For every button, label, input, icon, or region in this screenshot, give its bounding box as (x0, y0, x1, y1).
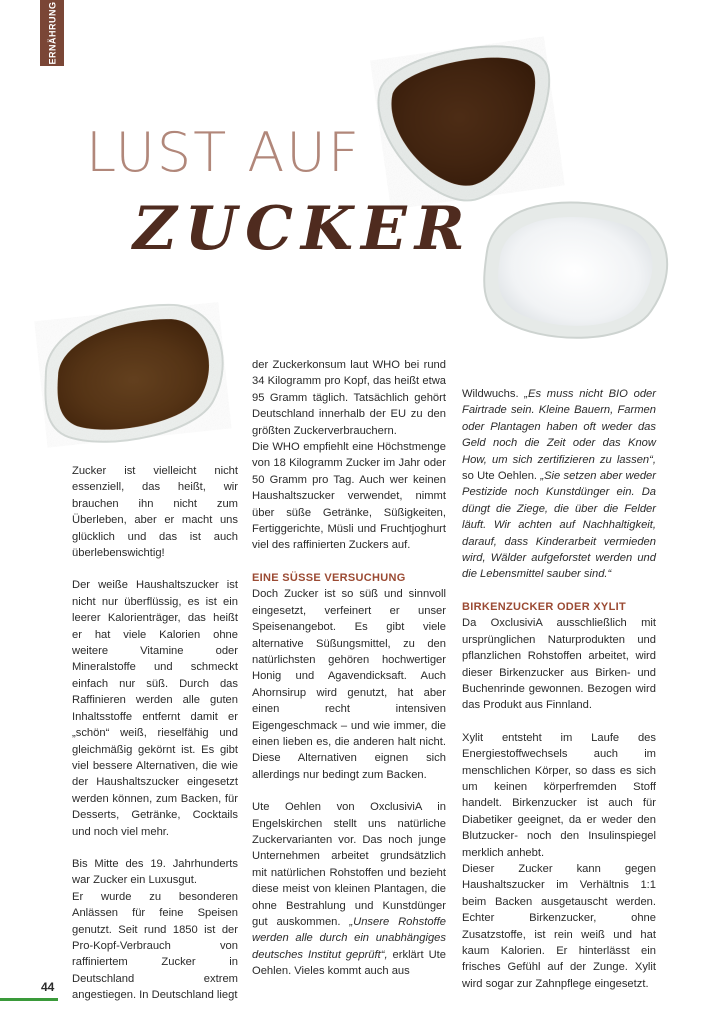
col1-paragraph-intro: Zucker ist vielleicht nicht essenziell, das heißt, wir brauchen ihn nicht zum Überleben, aber er macht uns glücklich und das ist auch überlebenswichtig! (72, 465, 238, 560)
title-line-2: ZUCKER (133, 194, 473, 264)
col1-paragraph-verbrauch: Er wurde zu besonderen Anlässen für feine Speisen genutzt. Seit rund 1850 ist der Pro-Kopf-Verbrauch von raffiniertem Zucker in Deutschland extrem angestiegen. In Deutschland liegt (72, 890, 238, 1002)
cane-sugar-bowl-image (24, 282, 237, 456)
col2-subheading: EINE SÜSSE VERSUCHUNG (252, 571, 406, 584)
col2-paragraph-oehlen (252, 799, 446, 979)
col2-oehlen-text-a: Ute Oehlen von OxclusiviA in Engelskirchen stellt uns natürliche Zuckervarianten vor. Das noch junge Unternehmen arbeitet grundsätzlich mit natürlichen Rohstoffen und bezieht diese meist von kleinen Plantagen, die ohne Bestrahlung und Kunstdünger gut auskommen. (252, 801, 446, 928)
col3-paragraph-birkenzucker: Da OxclusiviA ausschließlich mit ursprünglichen Naturprodukten und pflanzlichen Rohstoffen arbeitet, wird dieser Birkenzucker aus Birken- und Buchenrinde gewonnen. Bezogen wird das Produkt aus Finnland. (462, 617, 656, 712)
col3-wildwuchs-text-a: Wildwuchs. (462, 388, 525, 400)
col3-wildwuchs-text-b: so Ute Oehlen. (462, 470, 541, 483)
col2-oehlen-quote: „Unsere Rohstoffe werden alle durch ein unabhängiges deutsches Institut geprüft“, (252, 916, 446, 961)
col2-paragraph-who: der Zuckerkonsum laut WHO bei rund 34 Kilogramm pro Kopf, das heißt etwa 95 Gramm täglich. Tatsächlich gehört Deutschland innerhalb der EU zu den größten Zuckerverbrauchern. (252, 359, 446, 437)
section-tab (40, 0, 64, 66)
col3-paragraph-xylit: Xylit entsteht im Laufe des Energiestoffwechsels auch im menschlichen Körper, so dass es sich um keinen körperfremden Stoff handelt. Birkenzucker ist auch für Diabetiker geeignet, da er weder den Blutzucker- noch den Insulinspiegel merklich anhebt. (462, 731, 656, 859)
column-1 (72, 463, 238, 1004)
col1-paragraph-luxusgut: Bis Mitte des 19. Jahrhunderts war Zucker ein Luxusgut. (72, 857, 238, 887)
col3-quote-2: „Sie setzen aber weder Pestizide noch Kunstdünger ein. Da düngt die Ziege, die über die Felder läuft. Wir achten auf Nachhaltigkeit, darauf, dass Kinderarbeit vermieden wird, Wälder aufgeforstet werden und die Lebensmittel sauber sind.“ (462, 470, 656, 581)
col1-paragraph-haushaltszucker: Der weiße Haushaltszucker ist nicht nur überflüssig, es ist ein leerer Kalorienträger, das heißt er hat viele Kalorien ohne weitere Vitamine oder Mineralstoffe und schmeckt einfach nur süß. Durch das Raffinieren werden alle guten Inhaltsstoffe entfernt damit er „schön“ weiß, rieselfähig und gleichmäßig gekörnt ist. Es gibt viel bessere Alternativen, die wie der Haushaltszucker eingesetzt werden können, zum Backen, für Desserts, Getränke, Cocktails und noch viel mehr. (72, 579, 238, 838)
col2-oehlen-text-b: erklärt Ute Oehlen. Vieles kommt auch aus (252, 948, 446, 978)
column-2 (252, 357, 446, 980)
col3-subheading: BIRKENZUCKER ODER XYLIT (462, 600, 626, 613)
col2-paragraph-versuchung: Doch Zucker ist so süß und sinnvoll eingesetzt, verfeinert er unser Speisenangebot. Es gibt viele alternative Süßungsmittel, zu den natürlichsten gehören hochwertiger Honig und Agavendicksaft. Auch Ahornsirup wird genutzt, hat aber einen recht intensiven Eigengeschmack – und wie immer, die einen lieben es, die anderen halt nicht. Diese Alternativen eignen sich allerdings nur bedingt zum Backen. (252, 588, 446, 781)
col3-paragraph-wildwuchs (462, 386, 656, 583)
title-line-1: LUST AUF (86, 121, 361, 184)
col3-paragraph-backen: Dieser Zucker kann gegen Haushaltszucker im Verhältnis 1:1 beim Backen ausgetauscht werden. Echter Birkenzucker, ohne Zusatzstoffe, ist rein weiß und hat kaum Kalorien. Er hinterlässt ein frisches Gefühl auf der Zunge. Xylit wird sogar zur Zahnpflege eingesetzt. (462, 862, 656, 990)
white-sugar-bowl-image (459, 172, 684, 368)
col3-quote-1: „Es muss nicht BIO oder Fairtrade sein. Kleine Bauern, Farmen oder Plantagen haben oft weder das Geld noch die Zeit oder das Know How, um sich zertifizieren zu lassen“, (462, 388, 656, 466)
section-tab-label: ERNÄHRUNG (47, 1, 57, 65)
column-3 (462, 386, 656, 992)
page-accent-line (0, 998, 58, 1001)
page-number: 44 (41, 980, 55, 994)
col2-paragraph-hoechstmenge: Die WHO empfiehlt eine Höchstmenge von 18 Kilogramm Zucker im Jahr oder 50 Gramm pro Tag. Auch wer keinen Haushaltszucker verwendet, nimmt über süße Getränke, Süßigkeiten, Fertiggerichte, Müsli und Fruchtjoghurt viel des raffinierten Zuckers auf. (252, 441, 446, 552)
